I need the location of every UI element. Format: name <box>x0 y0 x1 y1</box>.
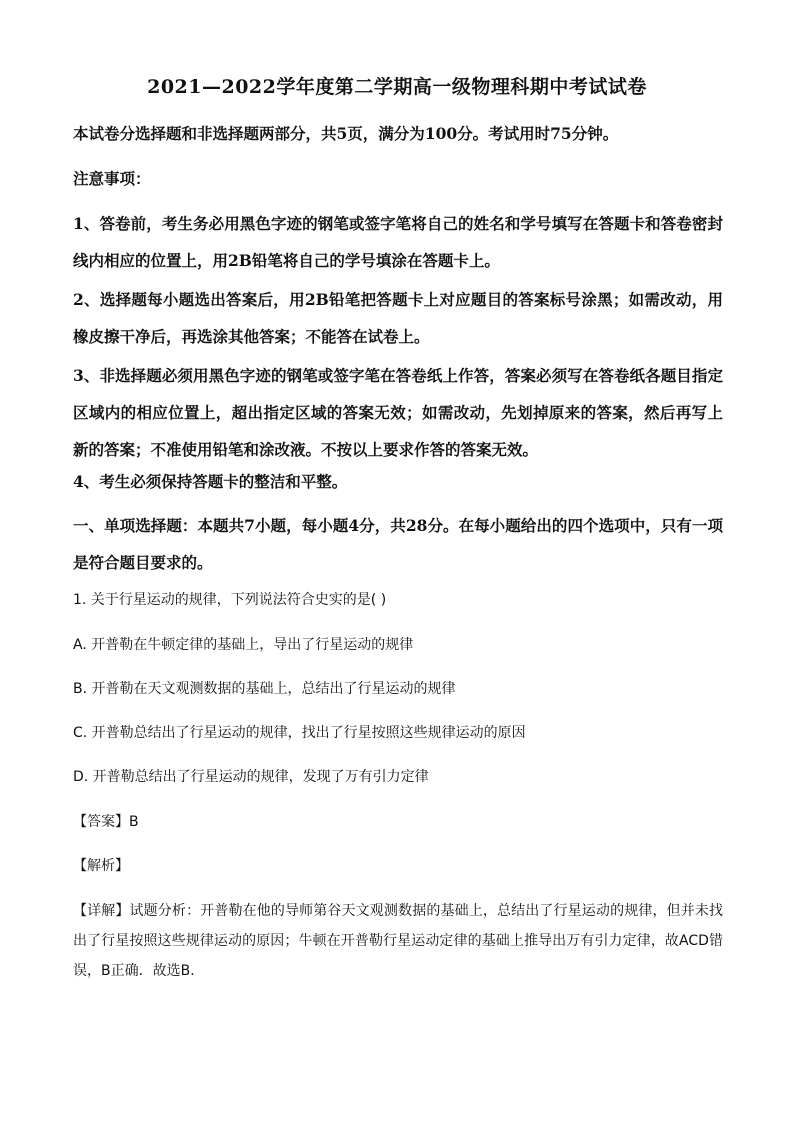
question-stem: 1. 关于行星运动的规律，下列说法符合史实的是( ) <box>73 592 387 608</box>
notice-item-3: 3、非选择题必须用黑色字迹的钢笔或签字笔在答卷纸上作答，答案必须写在答卷纸各题目指定区域内的相应位置上，超出指定区域的答案无效；如需改动，先划掉原来的答案，然后再写上新的答案；不准使用铅笔和涂改液。不按以上要求作答的答案无效。 <box>73 366 723 459</box>
notice-item-4: 4、考生必须保持答题卡的整洁和平整。 <box>73 472 348 491</box>
analysis-label: 【解析】 <box>73 858 129 874</box>
question-option-d: D. 开普勒总结出了行星运动的规律，发现了万有引力定律 <box>73 769 429 785</box>
detail-explanation: 【详解】试题分析：开普勒在他的导师第谷天文观测数据的基础上，总结出了行星运动的规律，但并未找出了行星按照这些规律运动的原因；牛顿在开普勒行星运动定律的基础上推导出万有引力定律，故ACD错误，B正确．故选B． <box>73 903 723 979</box>
notice-item-2: 2、选择题每小题选出答案后，用2B铅笔把答题卡上对应题目的答案标号涂黑；如需改动，用橡皮擦干净后，再选涂其他答案；不能答在试卷上。 <box>73 290 723 346</box>
question-option-a: A. 开普勒在牛顿定律的基础上，导出了行星运动的规律 <box>73 637 414 653</box>
notice-heading: 注意事项： <box>73 169 151 188</box>
exam-intro: 本试卷分选择题和非选择题两部分，共5页，满分为100分。考试用时75分钟。 <box>73 124 619 143</box>
section-heading: 一、单项选择题：本题共7小题，每小题4分，共28分。在每小题给出的四个选项中，只有一项是符合题目要求的。 <box>73 516 723 572</box>
notice-item-1: 1、答卷前，考生务必用黑色字迹的钢笔或签字笔将自己的姓名和学号填写在答题卡和答卷密封线内相应的位置上，用2B铅笔将自己的学号填涂在答题卡上。 <box>73 214 723 270</box>
answer-label: 【答案】B <box>73 814 139 830</box>
question-option-c: C. 开普勒总结出了行星运动的规律，找出了行星按照这些规律运动的原因 <box>73 725 526 741</box>
question-option-b: B. 开普勒在天文观测数据的基础上，总结出了行星运动的规律 <box>73 681 456 697</box>
page-title: 2021—2022学年度第二学期高一级物理科期中考试试卷 <box>147 76 647 98</box>
